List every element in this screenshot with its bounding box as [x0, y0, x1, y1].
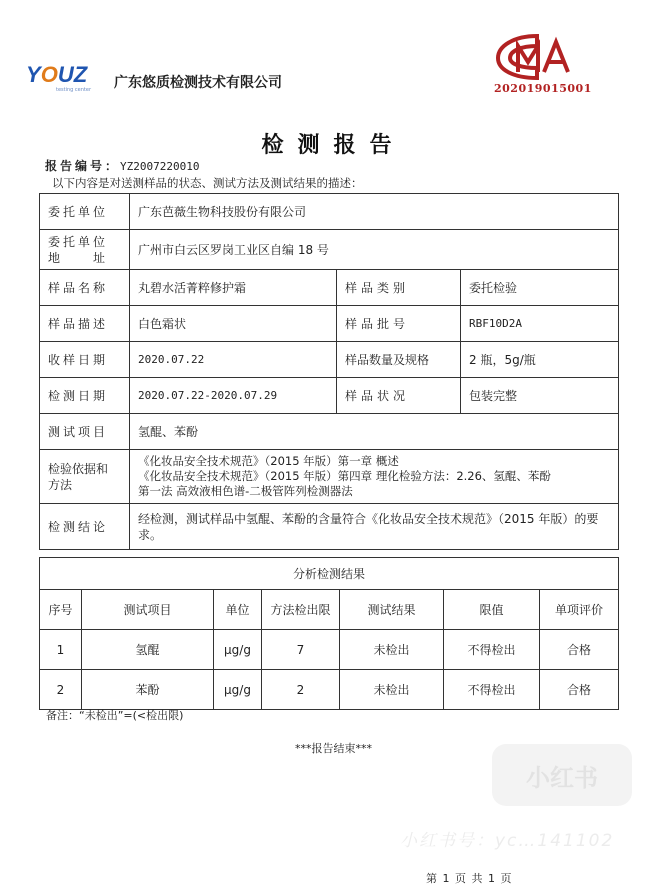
- col-header: 方法检出限: [262, 590, 340, 630]
- company-name: 广东悠质检测技术有限公司: [114, 75, 282, 91]
- client-label: 委托单位: [40, 194, 130, 230]
- sample-desc-label: 样品描述: [40, 306, 130, 342]
- info-row-sample-desc: [40, 306, 619, 342]
- info-row-client: [40, 194, 619, 230]
- receive-date-label: 收样日期: [40, 342, 130, 378]
- info-row-test-date: [40, 378, 619, 414]
- logo-tagline: testing center: [56, 87, 92, 93]
- condition-value: 包装完整: [461, 378, 619, 414]
- table-cell: 不得检出: [444, 630, 540, 670]
- report-end-mark: ***报告结束***: [295, 742, 372, 755]
- table-row: [40, 670, 619, 710]
- col-header: 单项评价: [540, 590, 619, 630]
- table-cell: μg/g: [214, 670, 262, 710]
- results-table: [39, 557, 619, 710]
- info-row-conclusion: [40, 504, 619, 550]
- results-title-row: [40, 558, 619, 590]
- table-row: [40, 630, 619, 670]
- sample-type-value: 委托检验: [461, 270, 619, 306]
- info-row-basis: [40, 450, 619, 504]
- info-row-receive-date: [40, 342, 619, 378]
- client-value: 广东芭薇生物科技股份有限公司: [130, 194, 619, 230]
- basis-line-1: 《化妆品安全技术规范》（2015 年版）第一章 概述: [138, 454, 399, 468]
- address-label: [40, 230, 130, 270]
- table-cell: 不得检出: [444, 670, 540, 710]
- condition-label: 样品状况: [337, 378, 461, 414]
- table-cell: 2: [40, 670, 82, 710]
- test-date-value: 2020.07.22-2020.07.29: [130, 378, 337, 414]
- sample-desc-value: 白色霜状: [130, 306, 337, 342]
- conclusion-label: 检测结论: [40, 504, 130, 550]
- report-number-label: 报告编号：: [45, 159, 121, 173]
- info-row-test-items: [40, 414, 619, 450]
- basis-line-3: 第一法 高效液相色谱-二极管阵列检测器法: [138, 484, 353, 498]
- col-header: 单位: [214, 590, 262, 630]
- table-cell: 未检出: [340, 630, 444, 670]
- report-number: [45, 157, 200, 174]
- results-header-row: [40, 590, 619, 630]
- table-cell: 氢醌: [82, 630, 214, 670]
- col-header: 限值: [444, 590, 540, 630]
- address-label-line-2: 地 址: [48, 250, 109, 265]
- quantity-value: 2 瓶，5g/瓶: [461, 342, 619, 378]
- results-title: 分析检测结果: [40, 558, 619, 590]
- company-logo: [26, 64, 106, 100]
- sample-name-value: 丸碧水活菁粹修护霜: [130, 270, 337, 306]
- basis-label-line-2: 方法: [48, 477, 73, 492]
- sample-name-label: 样品名称: [40, 270, 130, 306]
- logo-wordmark: YOUZ: [26, 62, 88, 87]
- report-title: 检测报告: [261, 132, 406, 158]
- page-number: 第 1 页 共 1 页: [426, 872, 512, 885]
- table-cell: 2: [262, 670, 340, 710]
- quantity-label: 样品数量及规格: [337, 342, 461, 378]
- sample-info-table: [39, 193, 619, 550]
- test-date-label: 检测日期: [40, 378, 130, 414]
- watermark-badge: 小红书: [492, 744, 632, 806]
- report-number-value: YZ2007220010: [120, 160, 200, 173]
- table-cell: 苯酚: [82, 670, 214, 710]
- info-row-sample-name: [40, 270, 619, 306]
- address-value: 广州市白云区罗岗工业区自编 18 号: [130, 230, 619, 270]
- col-header: 测试项目: [82, 590, 214, 630]
- table-cell: 未检出: [340, 670, 444, 710]
- table-cell: 合格: [540, 670, 619, 710]
- cma-seal-icon: [494, 34, 580, 80]
- batch-value: RBF10D2A: [461, 306, 619, 342]
- footnote: 备注：“未检出”=(<检出限): [46, 709, 184, 722]
- table-cell: μg/g: [214, 630, 262, 670]
- sample-type-label: 样品类别: [337, 270, 461, 306]
- table-cell: 7: [262, 630, 340, 670]
- test-items-value: 氢醌、苯酚: [130, 414, 619, 450]
- intro-text: 以下内容是对送测样品的状态、测试方法及测试结果的描述：: [52, 176, 363, 190]
- col-header: 序号: [40, 590, 82, 630]
- basis-label-line-1: 检验依据和: [48, 461, 109, 476]
- table-cell: 1: [40, 630, 82, 670]
- receive-date-value: 2020.07.22: [130, 342, 337, 378]
- basis-label: [40, 450, 130, 504]
- address-label-line-1: 委托单位: [48, 234, 109, 249]
- basis-value: [130, 450, 619, 504]
- info-row-address: [40, 230, 619, 270]
- cma-number: 202019015001: [494, 82, 592, 95]
- test-items-label: 测试项目: [40, 414, 130, 450]
- batch-label: 样品批号: [337, 306, 461, 342]
- col-header: 测试结果: [340, 590, 444, 630]
- basis-line-2: 《化妆品安全技术规范》（2015 年版）第四章 理化检验方法：2.26、氢醌、苯酚: [138, 469, 551, 483]
- table-cell: 合格: [540, 630, 619, 670]
- watermark-text: 小红书号：yc…141102: [400, 831, 615, 851]
- conclusion-value: 经检测，测试样品中氢醌、苯酚的含量符合《化妆品安全技术规范》（2015 年版）的要求。: [130, 504, 619, 550]
